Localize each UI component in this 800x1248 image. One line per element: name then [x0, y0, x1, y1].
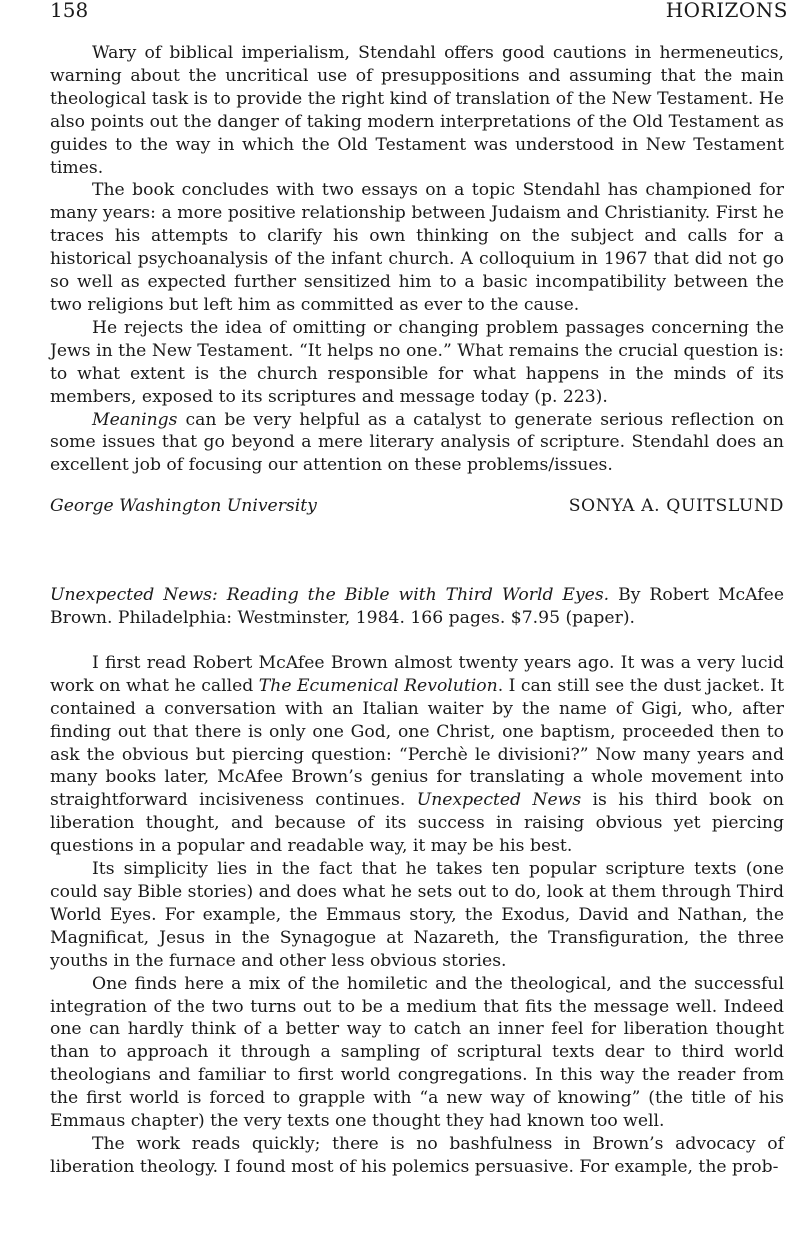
page-number: 158: [50, 0, 89, 22]
review1-paragraph-4: [50, 409, 784, 478]
reviewer-signature: [50, 495, 784, 518]
review2-paragraph-4: The work reads quickly; there is no bashfulness in Brown’s advocacy of liberation theology. I found most of his polemics persuasive. For example, the prob-: [50, 1133, 784, 1177]
review1-paragraph-2: The book concludes with two essays on a topic Stendahl has championed for many years: a more positive relationship between Judaism and Christianity. First he traces his attempts to clarify his own thinking on the subject and calls for a historical psychoanalysis of the infant church. A colloquium in 1967 that did not go so well as expected further sensitized him to a basic incompatibility between the two religions but left him as committed as ever to the cause.: [50, 180, 784, 315]
book-publication-details: By Robert McAfee Brown. Philadelphia: Westminster, 1984. 166 pages. $7.95 (paper).: [50, 585, 785, 629]
book-title-meanings: Meanings: [92, 409, 178, 430]
review1-paragraph-1: Wary of biblical imperialism, Stendahl offers good cautions in hermeneutics, warning about the uncritical use of presuppositions and assuming that the main theological task is to provide the right kind of translation of the New Testament. He also points out the danger of taking modern interpretations of the Old Testament as guides to the way in which the Old Testament was understood in New Testament times.: [50, 43, 784, 178]
page-header: [0, 0, 800, 26]
paragraph-text: I first read Robert McAfee Brown almost twenty years ago. It was a very lucid work on what he called: [50, 652, 784, 696]
paragraph-text: is his third book on liberation thought, and because of its success in raising obvious yet piercing questions in a popular and readable way, it may be his best.: [50, 790, 784, 857]
book-title-ecumenical-revolution: The Ecumenical Revolution: [258, 675, 498, 696]
paragraph-text: can be very helpful as a catalyst to generate serious reflection on some issues that go beyond a mere literary analysis of scripture. Stendahl does an excellent job of focusing our attention on these problems/issues.: [50, 409, 784, 476]
review2-paragraph-3: One finds here a mix of the homiletic and the theological, and the successful integration of the two turns out to be a medium that fits the message well. Indeed one can hardly think of a better way to catch an inner feel for liberation thought than to approach it through a sampling of scriptural texts dear to third world theologians and familiar to first world congregations. In this way the reader from the first world is forced to grapple with “a new way of knowing” (the title of his Emmaus chapter) the very texts one thought they had known too well.: [50, 973, 784, 1132]
body-text: [50, 42, 784, 1179]
review2-paragraph-1: [50, 652, 784, 858]
review1-paragraph-3: He rejects the idea of omitting or changing problem passages concerning the Jews in the New Testament. “It helps no one.” What remains the crucial question is: to what extent is the church responsible for what happens in the minds of its members, exposed to its scriptures and message today (p. 223).: [50, 317, 784, 407]
reviewer-affiliation: George Washington University: [50, 496, 317, 517]
running-title: HORIZONS: [665, 0, 788, 22]
book-title: Unexpected News: Reading the Bible with Third World Eyes.: [50, 585, 610, 606]
book-citation-heading: [50, 584, 784, 630]
review2-paragraph-2: Its simplicity lies in the fact that he takes ten popular scripture texts (one could say Bible stories) and does what he sets out to do, look at them through Third World Eyes. For example, the Emmaus story, the Exodus, David and Nathan, the Magnificat, Jesus in the Synagogue at Nazareth, the Transfiguration, the three youths in the furnace and other less obvious stories.: [50, 859, 784, 971]
reviewer-name: SONYA A. QUITSLUND: [568, 496, 784, 517]
book-title-unexpected-news: Unexpected News: [416, 790, 582, 811]
paragraph-text: . I can still see the dust jacket. It contained a conversation with an Italian waiter by the name of Gigi, who, after finding out that there is only one God, one Christ, one baptism, proceeded then to ask the obvious but piercing question: “Perchè le divisioni?” Now many years and many books later, McAfee Brown’s genius for translating a whole movement into straightforward incisiveness continues.: [50, 675, 784, 811]
